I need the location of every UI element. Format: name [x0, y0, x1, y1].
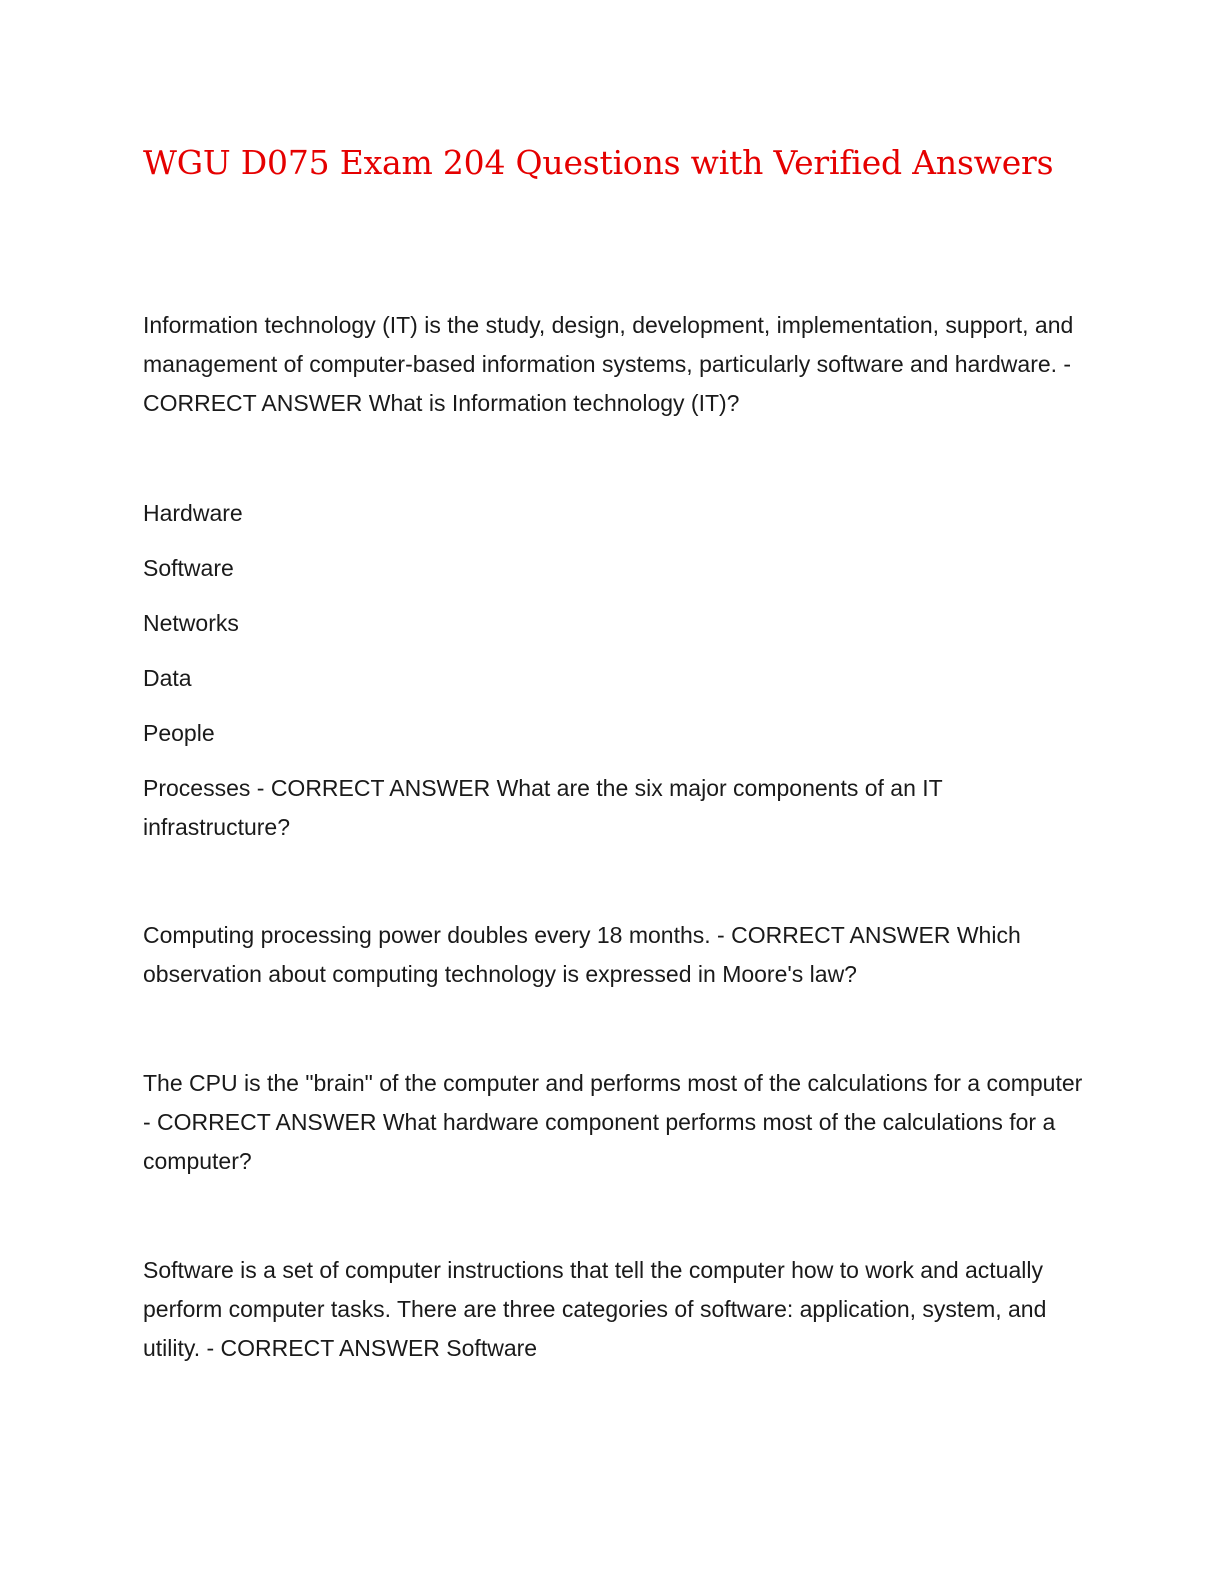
list-item: People	[143, 720, 215, 746]
qa-block-moores-law: Computing processing power doubles every 18 months. - CORRECT ANSWER Which observation about computing technology is expressed in Moore's law?	[143, 922, 1021, 987]
list-item: Networks	[143, 610, 239, 636]
document-page	[143, 138, 1083, 1361]
components-list	[143, 494, 1083, 847]
list-item: Hardware	[143, 500, 243, 526]
document-title: WGU D075 Exam 204 Questions with Verified Answers	[143, 143, 1054, 182]
qa-block-it-definition: Information technology (IT) is the study, design, development, implementation, support, and management of computer-based information systems, particularly software and hardware. - CORRECT ANSWER What is Information technology (IT)?	[143, 312, 1074, 416]
list-item: Software	[143, 555, 234, 581]
qa-block-software: Software is a set of computer instructions that tell the computer how to work and actually perform computer tasks. There are three categories of software: application, system, and utility. - CORRECT ANSWER Software	[143, 1257, 1047, 1361]
list-item: Data	[143, 665, 192, 691]
qa-block-cpu: The CPU is the "brain" of the computer and performs most of the calculations for a computer - CORRECT ANSWER What hardware component performs most of the calculations for a computer?	[143, 1070, 1083, 1174]
list-item-answer: Processes - CORRECT ANSWER What are the six major components of an IT infrastructure?	[143, 775, 943, 840]
